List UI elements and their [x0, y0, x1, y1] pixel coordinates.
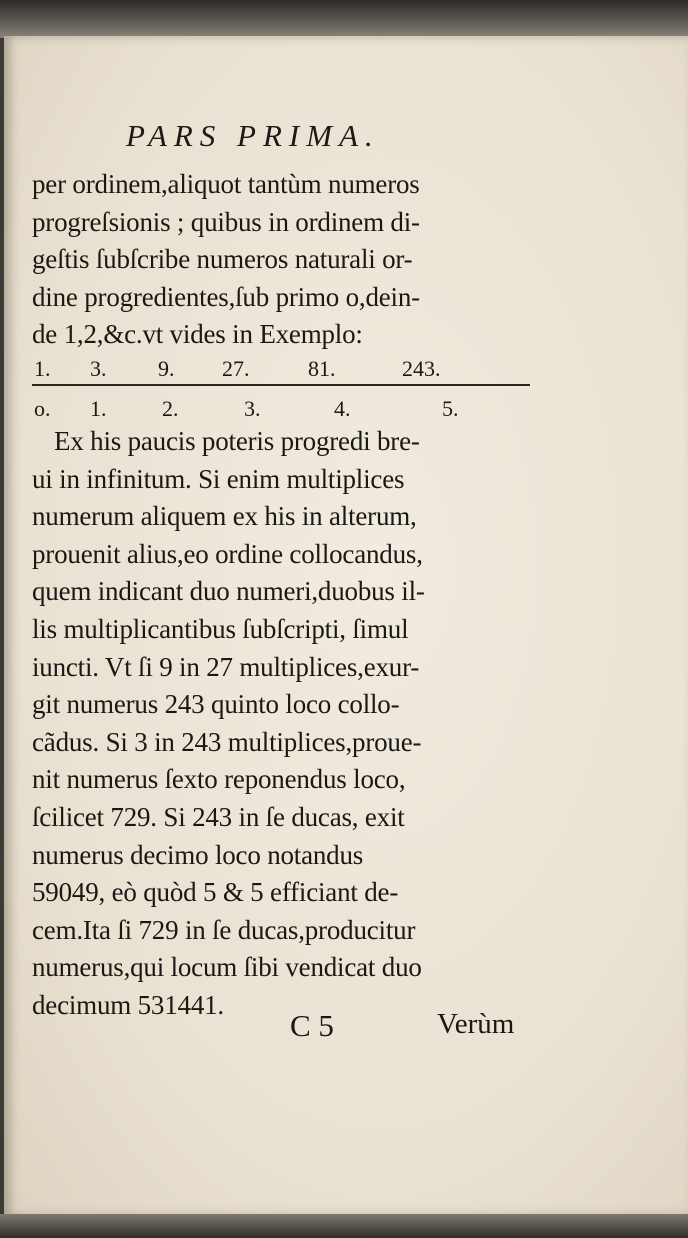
progression-term: 1.	[34, 356, 51, 381]
table-rule	[32, 384, 530, 386]
text-line: iuncti. Vt ſi 9 in 27 multiplices,exur-	[32, 651, 420, 682]
text-line: prouenit alius,eo ordine collocandus,	[32, 538, 423, 569]
text-line: progreſsionis ; quibus in ordinem di-	[32, 206, 420, 237]
progression-term: 81.	[308, 356, 336, 381]
text-line: decimum 531441.	[32, 989, 224, 1020]
text-line: per ordinem,aliquot tantùm numeros	[32, 169, 420, 199]
text-line: Ex his paucis poteris progredi bre-	[54, 426, 420, 456]
text-line: cãdus. Si 3 in 243 multiplices,proue-	[32, 726, 422, 757]
index-term: 1.	[90, 396, 107, 421]
text-line: quem indicant duo numeri,duobus il-	[32, 576, 425, 607]
text-line: numerus,qui locum ſibi vendicat duo	[32, 952, 422, 983]
running-head: PARS PRIMA.	[126, 118, 380, 153]
progression-term: 3.	[90, 356, 107, 381]
text-line: lis multiplicantibus ſubſcripti, ſimul	[32, 613, 409, 644]
index-term: 5.	[442, 396, 459, 421]
text-line: 59049, eò quòd 5 & 5 efficiant de-	[32, 877, 399, 908]
paragraph-2	[32, 423, 532, 1025]
index-row	[32, 396, 532, 424]
text-line: ui in infinitum. Si enim multiplices	[32, 463, 405, 494]
progression-term: 243.	[402, 356, 441, 381]
progression-row	[32, 356, 532, 384]
book-bottom-edge	[0, 1214, 688, 1238]
progression-term: 27.	[222, 356, 250, 381]
progression-term: 9.	[158, 356, 175, 381]
text-line: git numerus 243 quinto loco collo-	[32, 689, 400, 720]
text-line: numerus decimo loco notandus	[32, 839, 364, 870]
index-term: 2.	[162, 396, 179, 421]
text-line: nit numerus ſexto reponendus loco,	[32, 764, 406, 795]
text-line: dine progredientes,ſub primo o,dein-	[32, 281, 420, 312]
text-line: geſtis ſubſcribe numeros naturali or-	[32, 244, 413, 275]
text-line: numerum aliquem ex his in alterum,	[32, 501, 417, 532]
text-line: ſcilicet 729. Si 243 in ſe ducas, exit	[32, 801, 405, 832]
index-term: o.	[34, 396, 51, 421]
index-term: 3.	[244, 396, 261, 421]
signature-mark: C 5	[290, 1008, 334, 1043]
text-line: cem.Ita ſi 729 in ſe ducas,producitur	[32, 914, 416, 945]
paragraph-1	[32, 166, 532, 354]
book-top-edge	[0, 0, 688, 38]
index-term: 4.	[334, 396, 351, 421]
text-line: de 1,2,&c.vt vides in Exemplo:	[32, 319, 363, 350]
catchword: Verùm	[437, 1008, 515, 1040]
